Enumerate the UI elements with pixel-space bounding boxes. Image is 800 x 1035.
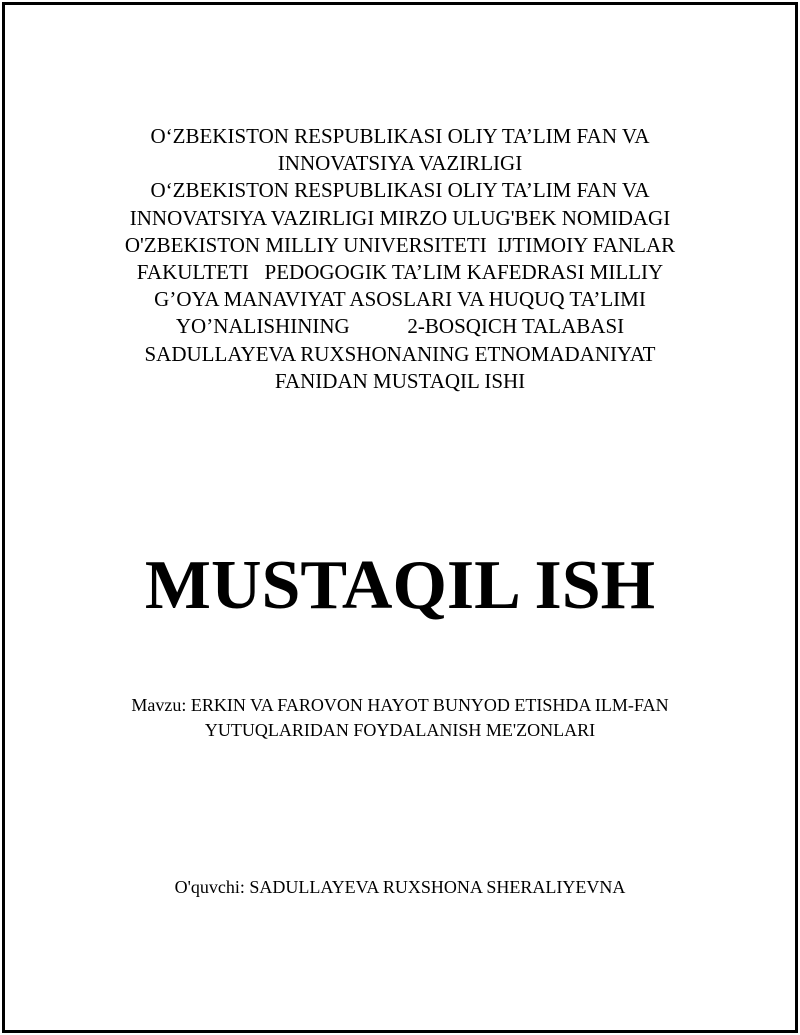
topic-line: YUTUQLARIDAN FOYDALANISH ME'ZONLARI (204, 720, 596, 740)
document-title (0, 547, 800, 624)
header-line: O‘ZBEKISTON RESPUBLIKASI OLIY TA’LIM FAN VA (150, 124, 650, 148)
header-line: FAKULTETI PEDOGOGIK TA’LIM KAFEDRASI MILLIY (136, 260, 664, 285)
header-line: SADULLAYEVA RUXSHONANING ETNOMADANIYAT (144, 341, 656, 366)
student-name-line: O'quvchi: SADULLAYEVA RUXSHONA SHERALIYEVNA (174, 877, 626, 897)
topic-block (0, 693, 800, 743)
header-line: O'ZBEKISTON MILLIY UNIVERSITETI IJTIMOIY FANLAR (124, 232, 676, 257)
institution-header (0, 123, 800, 395)
header-line: G’OYA MANAVIYAT ASOSLARI VA HUQUQ TA’LIMI (154, 287, 646, 312)
header-line: FANIDAN MUSTAQIL ISHI (274, 368, 526, 393)
header-line: YO’NALISHINING 2-BOSQICH TALABASI (175, 314, 625, 339)
topic-line: Mavzu: ERKIN VA FAROVON HAYOT BUNYOD ETISHDA ILM-FAN (131, 695, 669, 715)
header-line: O‘ZBEKISTON RESPUBLIKASI OLIY TA’LIM FAN VA (150, 178, 650, 203)
header-line: INNOVATSIYA VAZIRLIGI (277, 151, 523, 176)
document-title-text: MUSTAQIL ISH (144, 547, 656, 624)
header-line: INNOVATSIYA VAZIRLIGI MIRZO ULUG'BEK NOMIDAGI (129, 205, 671, 230)
student-block (0, 875, 800, 900)
